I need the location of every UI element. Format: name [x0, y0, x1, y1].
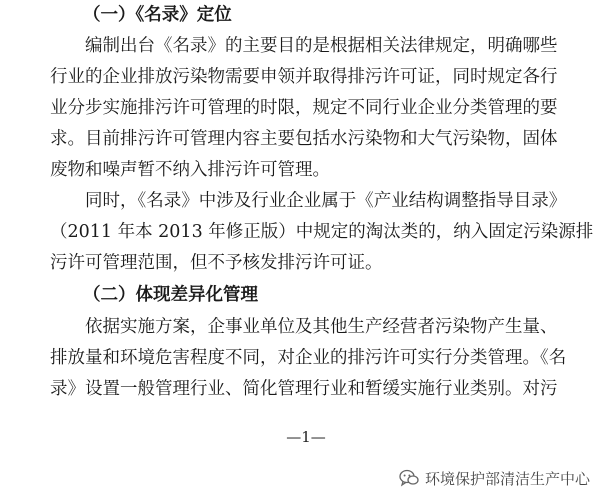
section-heading-1: （一）《名录》定位	[83, 5, 232, 25]
paragraph-1-line-1: 编制出台《名录》的主要目的是根据相关法律规定，明确哪些	[85, 36, 558, 56]
watermark	[399, 466, 590, 490]
paragraph-2-line-1: 同时，《名录》中涉及行业企业属于《产业结构调整指导目录》	[85, 191, 567, 211]
paragraph-1-line-3: 业分步实施排污许可管理的时限，规定不同行业企业分类管理的要	[50, 98, 558, 118]
paragraph-1-line-5: 废物和噪声暂不纳入排污许可管理。	[50, 160, 330, 180]
paragraph-1-line-2: 行业的企业排放污染物需要申领并取得排污许可证，同时规定各行	[50, 67, 558, 87]
paragraph-2-line-3: 污许可管理范围，但不予核发排污许可证。	[50, 253, 383, 273]
paragraph-1-line-4: 求。目前排污许可管理内容主要包括水污染物和大气污染物，固体	[50, 129, 558, 149]
paragraph-2-line-2: （2011 年本 2013 年修正版）中规定的淘汰类的，纳入固定污染源排	[50, 222, 594, 242]
wechat-icon	[399, 469, 419, 487]
section-heading-2: （二）体现差异化管理	[83, 285, 258, 305]
paragraph-3-line-3: 录》设置一般管理行业、简化管理行业和暂缓实施行业类别。对污	[50, 379, 558, 399]
paragraph-3-line-2: 排放量和环境危害程度不同，对企业的排污许可实行分类管理。《名	[50, 348, 567, 368]
page-number: —1—	[286, 428, 326, 446]
paragraph-3-line-1: 依据实施方案，企事业单位及其他生产经营者污染物产生量、	[85, 317, 558, 337]
watermark-text: 环境保护部清洁生产中心	[424, 469, 590, 488]
